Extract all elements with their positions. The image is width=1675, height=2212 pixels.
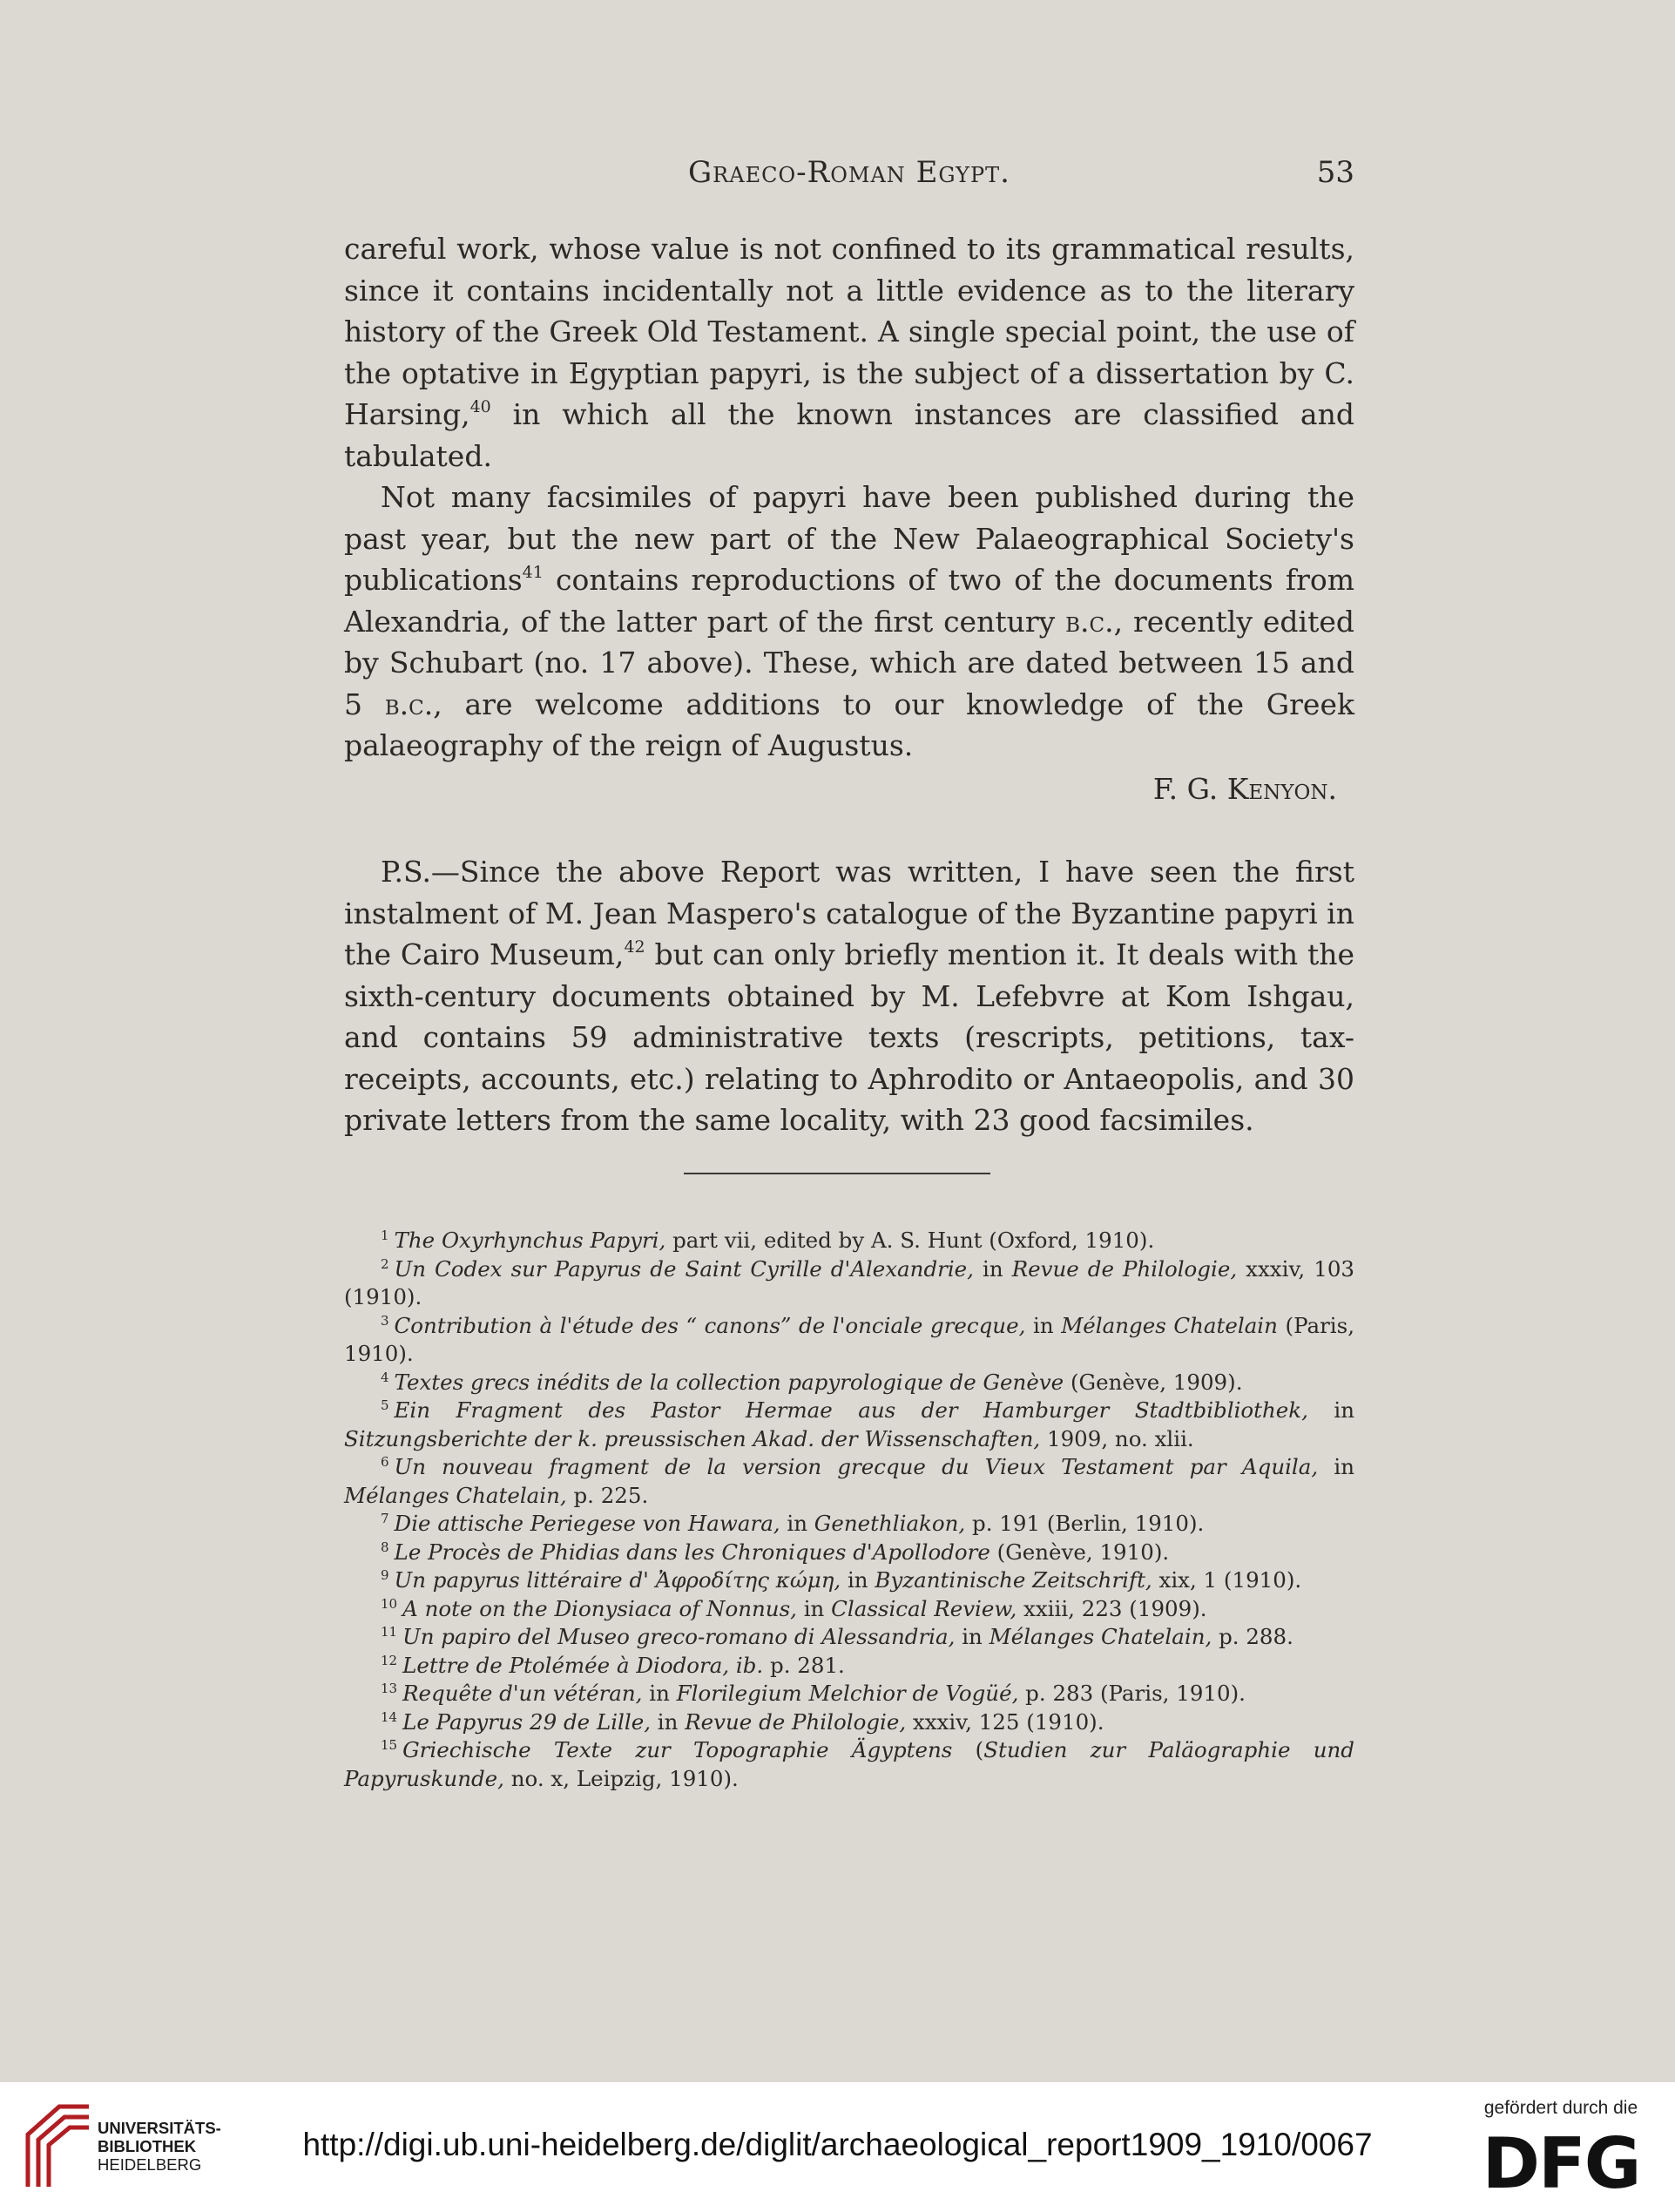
footnote-text: p. 283 (Paris, 1910). [1018, 1681, 1246, 1706]
footnote [344, 1227, 1354, 1255]
footnote-source: Mélanges Chatelain [1061, 1312, 1278, 1338]
footnote-source: Revue de Philologie, [685, 1708, 907, 1735]
footnote [344, 1255, 1354, 1312]
footnote [344, 1736, 1354, 1793]
footnote-number: 8 [381, 1539, 389, 1555]
footnote-text: xxxiv, 125 (1910). [906, 1708, 1104, 1735]
footnote [344, 1510, 1354, 1539]
footnote-text: p. 225. [566, 1482, 649, 1508]
footnote-title: Un nouveau fragment de la version grecque du Vieux Testament par Aquila, [394, 1454, 1319, 1479]
footnote-number: 2 [381, 1255, 389, 1272]
footnote-source: Studien zur Paläographie und Papyruskunde, [344, 1737, 1354, 1791]
footnote-text: p. 288. [1212, 1624, 1293, 1649]
running-title: Graeco-Roman Egypt. [688, 155, 1010, 190]
paragraph: Not many facsimiles of papyri have been published during the past year, but the new part of the New Palaeographical Society's publications$^{41}$ contains reproductions of two of the documents from Alexandria, of the latter part of the first century b.c., recently edited by Schubart (no. 17 above). These, which are dated between 15 and 5 b.c., are welcome additions to our knowledge of the Greek palaeography of the reign of Augustus. [344, 480, 1354, 762]
footnote-number: 13 [381, 1681, 398, 1696]
postscript-paragraph: P.S.—Since the above Report was written, I have seen the first instalment of M. Jean Maspero's catalogue of the Byzantine papyri in the Cairo Museum,$^{42}$ but can only briefly mention it. It deals with the sixth-century documents obtained by M. Lefebvre at Kom Ishgau, and contains 59 administrative texts (rescripts, petitions, tax-receipts, accounts, etc.) relating to Aphrodito or Antaeopolis, and 30 private letters from the same locality, with 23 good facsimiles. [344, 855, 1355, 1137]
footnote-text: (Genève, 1909). [1064, 1369, 1243, 1395]
footnote-text: (Genève, 1910). [989, 1539, 1170, 1565]
footnote-number: 1 [381, 1228, 389, 1243]
body-text [344, 228, 1354, 1141]
footnote-source: Classical Review, [831, 1595, 1017, 1621]
footnote-text: xxxiv, 103 (1910). [344, 1255, 1354, 1309]
footnote-number: 14 [381, 1708, 398, 1725]
footnote-text: in [780, 1511, 814, 1536]
footnote-source: Mélanges Chatelain, [989, 1624, 1212, 1649]
footnote-number: 11 [381, 1624, 398, 1640]
footnote-number: 6 [381, 1454, 389, 1470]
footnote-title: Un papiro del Museo greco-romano di Alessandria, [402, 1624, 956, 1649]
footnote [344, 1397, 1354, 1453]
footnote-title: A note on the Dionysiaca of Nonnus, [402, 1595, 797, 1621]
footnote-source: Sitzungsberichte der k. preussischen Akad. der Wissenschaften, [344, 1425, 1041, 1451]
author-signature: F. G. Kenyon. [1152, 771, 1337, 806]
library-name: UNIVERSITÄTS- BIBLIOTHEK HEIDELBERG [98, 2119, 221, 2174]
footnote-text: in [651, 1708, 686, 1735]
footnote [344, 1623, 1354, 1652]
footnote-text: (Paris, 1910). [344, 1312, 1354, 1366]
footnote-text: xix, 1 (1910). [1152, 1567, 1302, 1593]
footnote-number: 7 [381, 1511, 389, 1526]
footnote [344, 1312, 1354, 1369]
footnote-text: in [955, 1624, 989, 1649]
footnote-separator [684, 1173, 990, 1174]
footnote-title: Die attische Periegese von Hawara, [394, 1511, 780, 1536]
footnote-number: 12 [381, 1652, 398, 1668]
footnote-title: Un papyrus littéraire d' Ἀφροδίτης κώμη, [394, 1567, 841, 1593]
footnote-title: Un Codex sur Papyrus de Saint Cyrille d'Alexandrie, [394, 1255, 974, 1282]
footnote-ref: 42 [624, 937, 645, 957]
footnote-source: Florilegium Melchior de Vogüé, [676, 1681, 1019, 1706]
footnote [344, 1453, 1354, 1510]
footnote-ref: 40 [469, 397, 491, 416]
funding-note: gefördert durch die [1483, 2098, 1638, 2118]
footnote-number: 15 [381, 1737, 398, 1753]
footnote-text: in [973, 1255, 1012, 1282]
footnote-text: xxiii, 223 (1909). [1016, 1595, 1207, 1621]
footnote [344, 1595, 1354, 1624]
footnote-text: p. 191 (Berlin, 1910). [965, 1511, 1205, 1536]
footnote-number: 4 [381, 1369, 389, 1385]
dfg-logo: DFG [1482, 2123, 1640, 2204]
footnote-source: Revue de Philologie, [1011, 1255, 1238, 1282]
footnote-source: Genethliakon, [814, 1511, 966, 1536]
footnote [344, 1539, 1354, 1567]
footnote-number: 9 [381, 1567, 389, 1583]
footnote-number: 10 [381, 1595, 398, 1612]
footnote-text: 1909, no. xlii. [1040, 1425, 1194, 1451]
footnote-title: Ein Fragment des Pastor Hermae aus der Hamburger Stadtbibliothek, [394, 1397, 1308, 1423]
footnote-text: in [1307, 1397, 1354, 1423]
footnote [344, 1652, 1354, 1681]
footnote-text: in [796, 1595, 832, 1621]
footnote-number: 3 [381, 1312, 389, 1329]
footnote-text: in [1318, 1454, 1354, 1479]
footnote [344, 1680, 1354, 1708]
footnote-text: p. 281. [763, 1652, 845, 1678]
footnote-title: The Oxyrhynchus Papyri, [394, 1228, 666, 1253]
paragraph: careful work, whose value is not confined to its grammatical results, since it contains incidentally not a little evidence as to the literary history of the Greek Old Testament. A single special point, the use of the optative in Egyptian papyri, is the subject of a dissertation by C. Harsing,$^{40}$ in which all the known instances are classified and tabulated. [344, 232, 1354, 473]
footnote-title: Griechische Texte zur Topographie Ägyptens [402, 1737, 953, 1762]
footnote-text: in [1025, 1312, 1062, 1338]
footnote-number: 5 [381, 1397, 389, 1413]
footnote-title: Textes grecs inédits de la collection papyrologique de Genève [394, 1369, 1064, 1395]
running-head [344, 155, 1354, 199]
footnote-text: ( [952, 1737, 984, 1762]
footnote-title: Le Papyrus 29 de Lille, [402, 1708, 652, 1735]
footnote-text: no. x, Leipzig, 1910). [503, 1765, 739, 1791]
page-number: 53 [1316, 155, 1354, 190]
footnote-title: Le Procès de Phidias dans les Chroniques d'Apollodore [394, 1539, 990, 1565]
footnote [344, 1566, 1354, 1595]
footnote-ref: 41 [522, 563, 544, 582]
footnote-source: Byzantinische Zeitschrift, [875, 1567, 1152, 1593]
footnote-text: in [642, 1681, 677, 1706]
footnote-title: Contribution à l'étude des “ canons” de l'onciale grecque, [394, 1312, 1026, 1338]
footnote-title: Requête d'un vétéran, [402, 1681, 643, 1706]
digitization-footer [0, 2082, 1675, 2212]
footnote-title: Lettre de Ptolémée à Diodora, ib. [402, 1652, 764, 1678]
permalink-url[interactable]: http://digi.ub.uni-heidelberg.de/diglit/archaeological_report1909_1910/0067 [302, 2127, 1373, 2162]
footnotes [344, 1227, 1354, 1793]
footnote-source: Mélanges Chatelain, [344, 1482, 567, 1508]
footnote [344, 1369, 1354, 1397]
footnote [344, 1708, 1354, 1737]
footnote-text: part vii, edited by A. S. Hunt (Oxford, 1910). [665, 1228, 1155, 1253]
footnote-text: in [841, 1567, 875, 1593]
